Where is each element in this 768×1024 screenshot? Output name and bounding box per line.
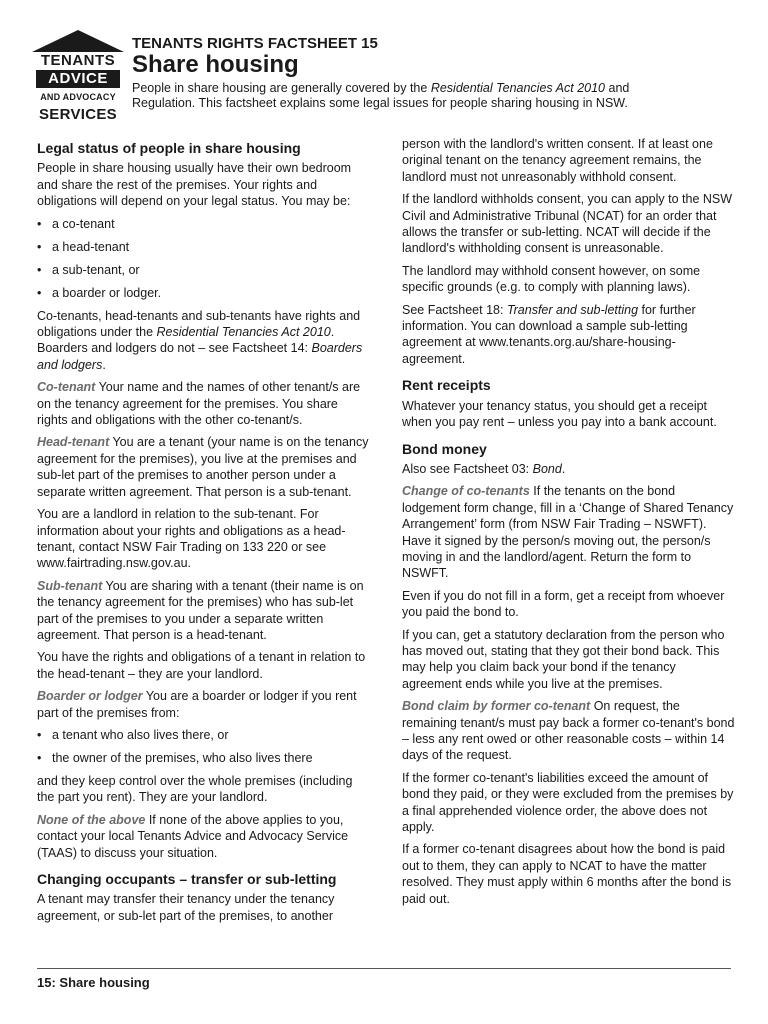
logo-line-1: TENANTS xyxy=(40,52,116,69)
heading-rent-receipts: Rent receipts xyxy=(402,377,491,394)
logo-line-3: AND ADVOCACY xyxy=(40,92,116,102)
paragraph: Also see Factsheet 03: Bond. xyxy=(402,461,566,476)
term-change: Change of co-tenants xyxy=(402,484,530,499)
term-co-tenant: Co-tenant xyxy=(37,380,96,395)
paragraph: You are a landlord in relation to the sub-tenant. For information about your rights and obligations as a head-tenant, contact NSW Fair Trading on 133 220 or see www.fairtrading.nsw.gov.au. xyxy=(37,507,346,571)
right-column xyxy=(402,136,736,913)
paragraph: See Factsheet 18: Transfer and sub-letting for further information. You can download a sample sub-letting agreement at www.tenants.org.au/share-housing-agreement. xyxy=(402,302,696,366)
logo-line-4: SERVICES xyxy=(39,106,117,123)
footer-rule xyxy=(37,968,731,969)
heading-changing-occupants: Changing occupants – transfer or sub-letting xyxy=(37,871,337,887)
list-item: • a tenant who also lives there, or xyxy=(37,727,371,743)
paragraph: If a former co-tenant disagrees about how the bond is paid out to them, they can apply to NCAT to have the matter resolved. They must apply within 6 months after the bond is paid out. xyxy=(402,842,732,906)
footer-label: 15: Share housing xyxy=(37,975,150,990)
paragraph-change: Change of co-tenants If the tenants on the bond lodgement form change, fill in a ‘Change of Shared Tenancy Arrangement’ form (from NSW Fair Trading – NSWFT). Have it signed by the person/s moving out, the person/s moving in and the landlord/agent. Return the form to NSWFT. xyxy=(402,484,734,581)
page-title: Share housing xyxy=(132,51,299,78)
paragraph-sub-tenant: Sub-tenant You are sharing with a tenant (their name is on the tenancy agreement for the premises) who has sub-let part of the premises to you under a separate written agreement. That person is a head-tenant. xyxy=(37,578,364,642)
boarder-list xyxy=(37,727,371,766)
term-none: None of the above xyxy=(37,812,146,827)
paragraph: The landlord may withhold consent however, on some specific grounds (e.g. to comply with planning laws). xyxy=(402,263,701,295)
list-item: • a sub-tenant, or xyxy=(37,262,371,278)
factsheet-kicker: TENANTS RIGHTS FACTSHEET 15 xyxy=(132,35,378,52)
heading-bond-money: Bond money xyxy=(402,440,487,457)
roof-icon xyxy=(32,30,124,52)
status-list xyxy=(37,216,371,301)
paragraph: A tenant may transfer their tenancy under the tenancy agreement, or sub-let part of the premises, to another xyxy=(37,892,335,923)
paragraph: If the landlord withholds consent, you can apply to the NSW Civil and Administrative Tribunal (NCAT) for an order that allows the transfer or sub-letting. NCAT will decide if the landlord's withholding consent is unreasonable. xyxy=(402,192,733,256)
term-sub-tenant: Sub-tenant xyxy=(37,578,103,593)
term-head-tenant: Head-tenant xyxy=(37,435,110,450)
paragraph: Even if you do not fill in a form, get a receipt from whoever you paid the bond to. xyxy=(402,588,725,620)
paragraph: Co-tenants, head-tenants and sub-tenants have rights and obligations under the Residential Tenancies Act 2010. Boarders and lodgers do not – see Factsheet 14: Boarders and lodgers. xyxy=(37,308,363,372)
list-item: • a co-tenant xyxy=(37,216,371,232)
paragraph-none: None of the above If none of the above applies to you, contact your local Tenants Advice and Advocacy Service (TAAS) to discuss your situation. xyxy=(37,812,349,860)
paragraph-head-tenant: Head-tenant You are a tenant (your name is on the tenancy agreement for the premises), you live at the premises and sub-let part of the premises to another person under a separate written agreement. That person is a sub-tenant. xyxy=(37,435,369,499)
paragraph: You have the rights and obligations of a tenant in relation to the head-tenant – they are your landlord. xyxy=(37,650,366,681)
paragraph: If you can, get a statutory declaration from the person who has moved out, stating that they got their bond back. This may help you claim back your bond if the tenancy agreement ends while you live at the premises. xyxy=(402,627,725,691)
paragraph: If the former co-tenant's liabilities exceed the amount of bond they paid, or they were excluded from the premises by a final apprehended violence order, the above does not apply. xyxy=(402,770,734,835)
list-item: • a boarder or lodger. xyxy=(37,285,371,301)
paragraph-boarder: Boarder or lodger You are a boarder or lodger if you rent part of the premises from: xyxy=(37,689,357,720)
heading-legal-status: Legal status of people in share housing xyxy=(37,140,301,156)
paragraph-claim: Bond claim by former co-tenant On request, the remaining tenant/s must pay back a former co-tenant's bond – less any rent owed or other reasonable costs – within 14 days of the request. xyxy=(402,699,735,763)
term-claim: Bond claim by former co-tenant xyxy=(402,699,591,714)
paragraph: Whatever your tenancy status, you should get a receipt when you pay rent – unless you pay into a bank account. xyxy=(402,398,717,430)
term-boarder: Boarder or lodger xyxy=(37,689,143,704)
paragraph: People in share housing usually have their own bedroom and share the rest of the premises. Your rights and obligations will depend on your legal status. You may be: xyxy=(37,161,352,209)
paragraph-co-tenant: Co-tenant Your name and the names of other tenant/s are on the tenancy agreement for the premises. You share rights and obligations with the other co-tenant/s. xyxy=(37,380,361,428)
intro-paragraph: People in share housing are generally covered by the Residential Tenancies Act 2010 and Regulation. This factsheet explains some legal issues for people sharing housing in NSW. xyxy=(132,81,630,110)
list-item: • a head-tenant xyxy=(37,239,371,255)
paragraph: person with the landlord's written consent. If at least one original tenant on the tenancy agreement remains, the landlord must not unreasonably withhold consent. xyxy=(402,137,713,184)
logo-line-2: ADVICE xyxy=(36,70,120,88)
tenants-logo xyxy=(32,30,124,130)
list-item: • the owner of the premises, who also lives there xyxy=(37,750,371,766)
left-column xyxy=(37,140,371,930)
paragraph: and they keep control over the whole premises (including the part you rent). They are your landlord. xyxy=(37,773,353,805)
